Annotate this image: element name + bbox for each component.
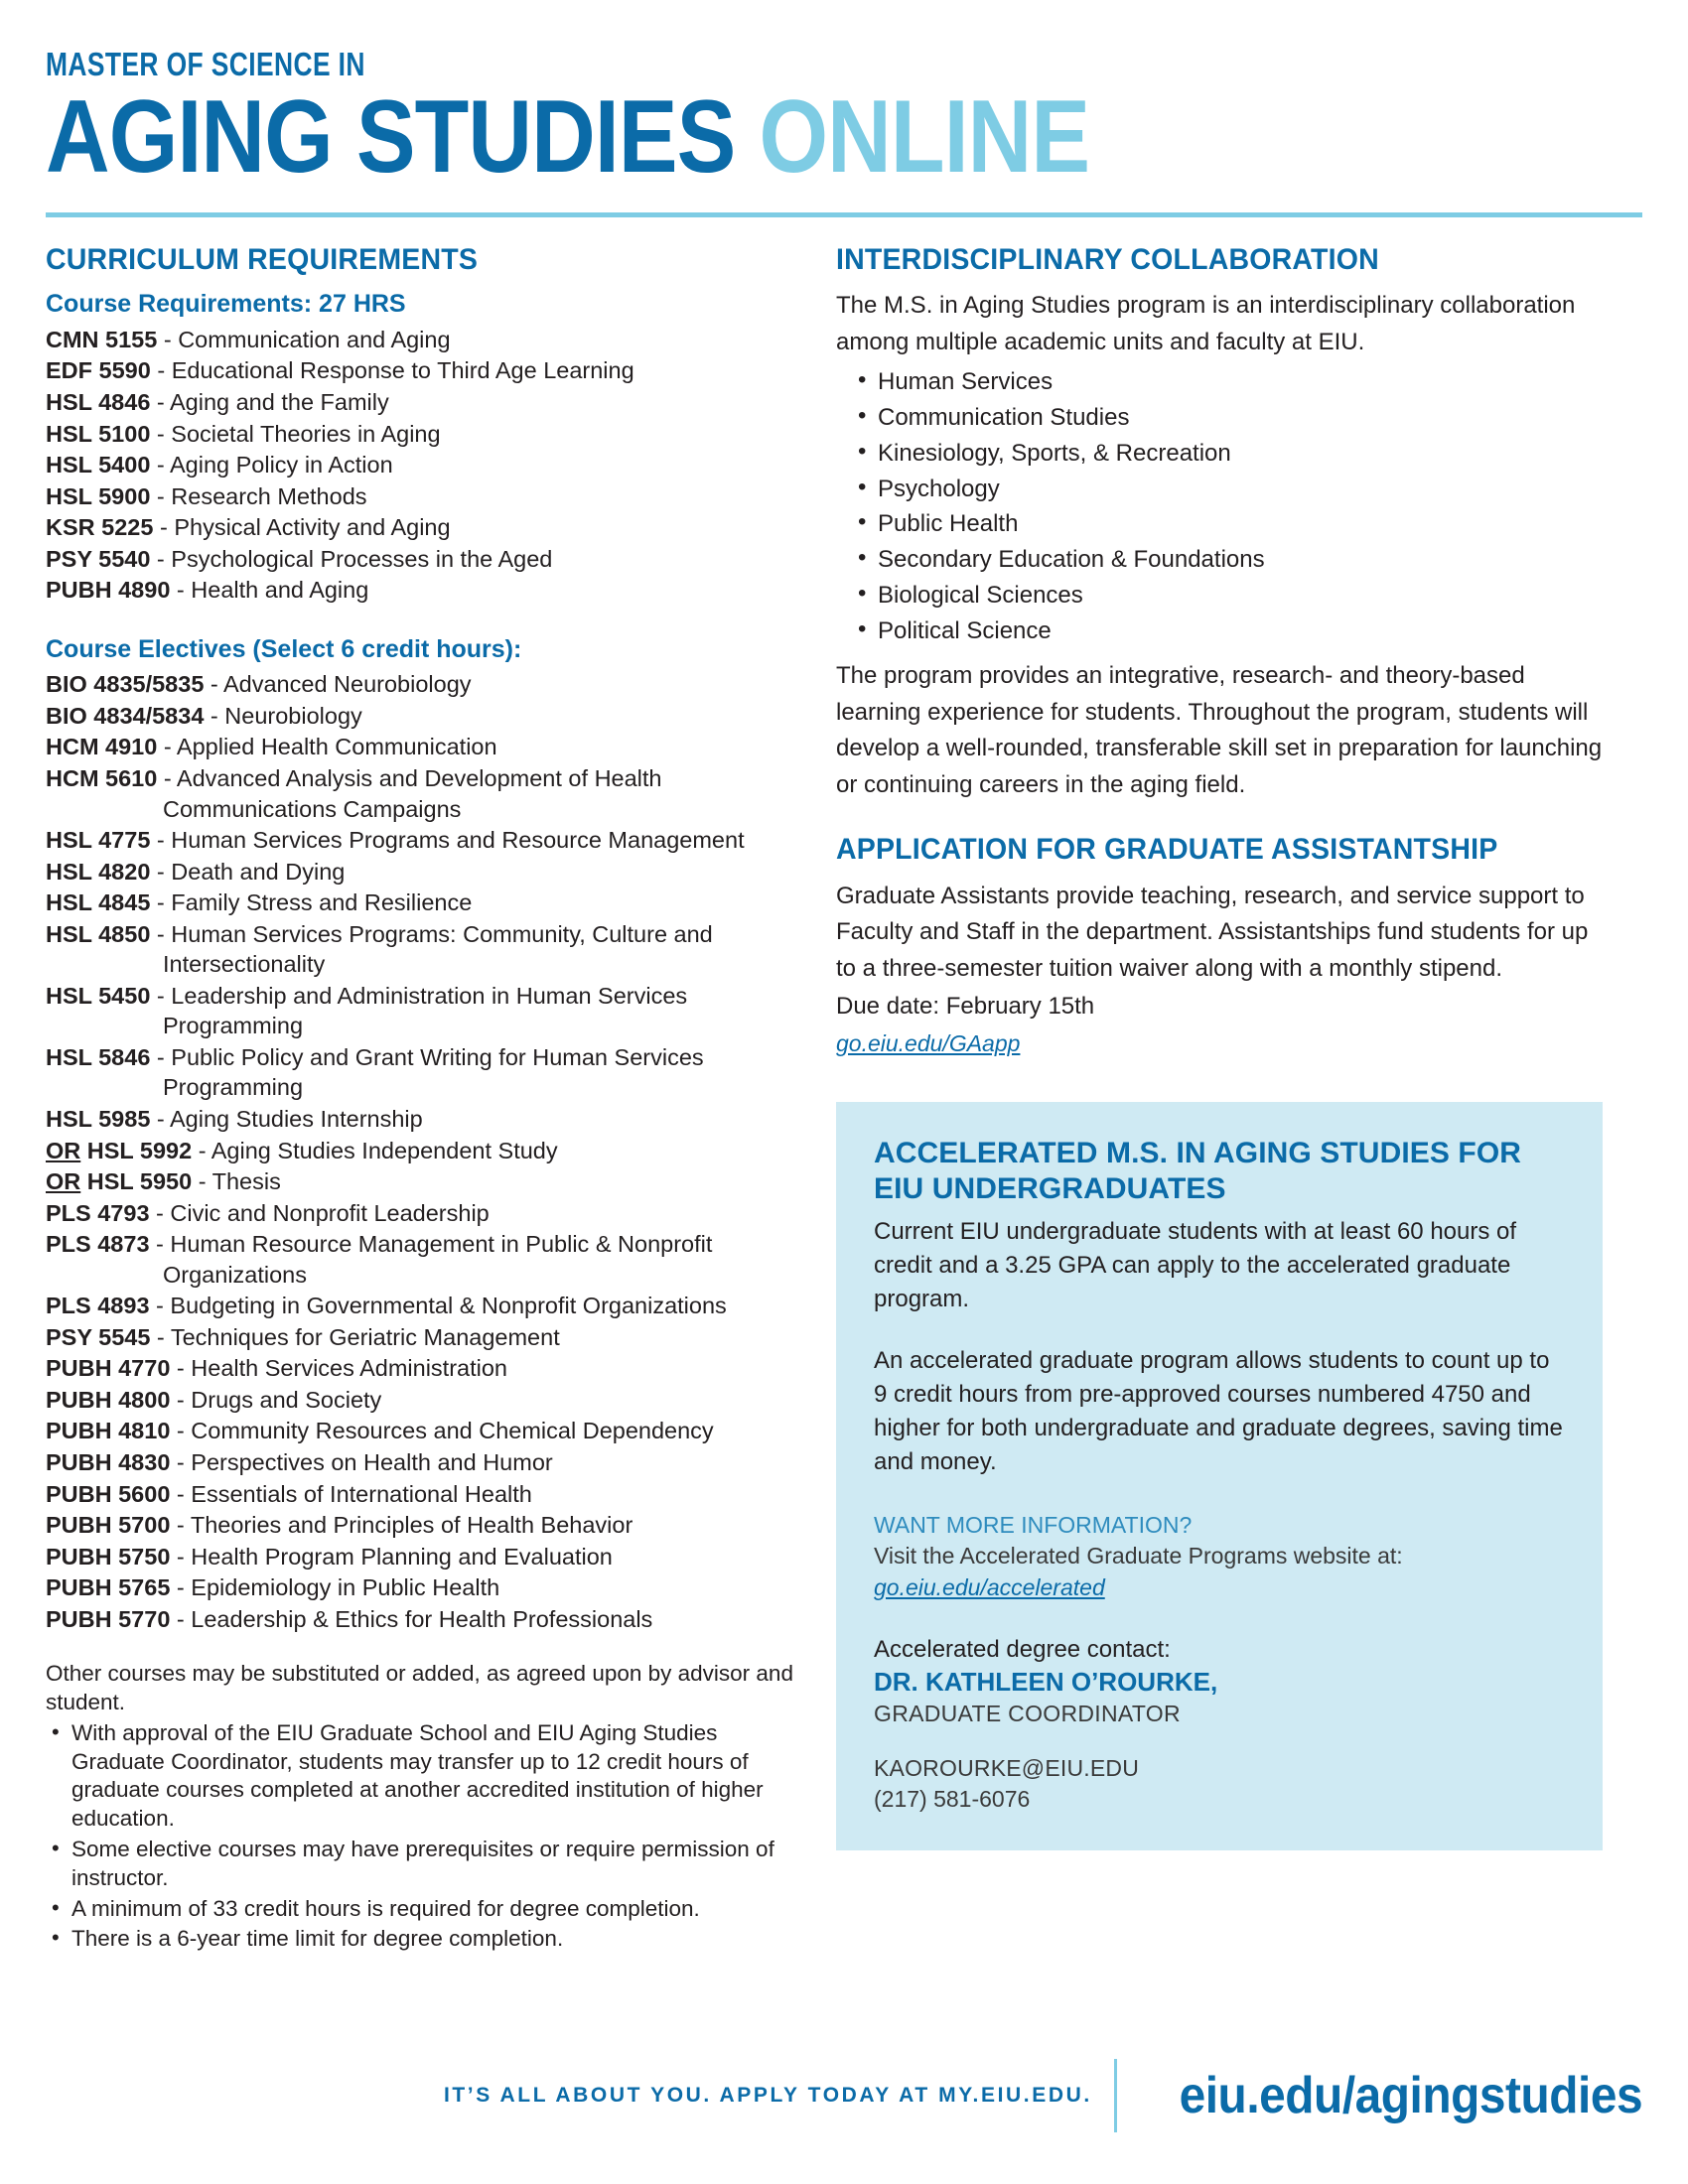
accelerated-contact-phone: (217) 581-6076 xyxy=(874,1786,1031,1813)
course-title: - Psychological Processes in the Aged xyxy=(150,545,553,572)
course-code: PUBH 5750 xyxy=(46,1543,171,1570)
electives-heading: Course Electives (Select 6 credit hours): xyxy=(46,634,522,663)
elective-course-item xyxy=(46,857,800,887)
course-code: PLS 4893 xyxy=(46,1293,150,1319)
course-title: - Health Program Planning and Evaluation xyxy=(170,1543,613,1570)
elective-course-item xyxy=(46,669,800,700)
elective-course-item xyxy=(46,1136,800,1166)
accelerated-contact-email[interactable]: KAOROURKE@EIU.EDU xyxy=(874,1755,1140,1782)
course-code: PUBH 4890 xyxy=(46,577,171,604)
ga-application-link[interactable]: go.eiu.edu/GAapp xyxy=(836,1029,1021,1056)
course-code: OR HSL 5992 xyxy=(46,1137,193,1163)
elective-course-item xyxy=(46,1166,800,1197)
elective-course-item xyxy=(46,1198,800,1229)
course-code: HSL 5400 xyxy=(46,452,151,478)
curriculum-note-item: • Some elective courses may have prerequisites or require permission of instructor. xyxy=(46,1836,800,1893)
elective-courses-list xyxy=(46,669,800,1634)
course-code: EDF 5590 xyxy=(46,357,151,384)
elective-course-item xyxy=(46,1385,800,1416)
accelerated-program-box xyxy=(836,1102,1603,1850)
course-title: - Leadership and Administration in Human Services Programming xyxy=(150,982,688,1039)
required-course-item xyxy=(46,450,800,480)
elective-course-item xyxy=(46,701,800,732)
required-course-item xyxy=(46,481,800,512)
academic-units-list xyxy=(836,364,1603,648)
header-eyebrow: MASTER OF SCIENCE IN xyxy=(46,46,365,82)
required-course-item xyxy=(46,325,800,355)
course-title: - Aging and the Family xyxy=(150,388,389,415)
course-title: - Educational Response to Third Age Learning xyxy=(150,357,634,384)
course-code: HSL 5100 xyxy=(46,420,151,447)
accelerated-visit-text: Visit the Accelerated Graduate Programs website at: xyxy=(874,1542,1403,1569)
elective-course-item xyxy=(46,1353,800,1384)
accelerated-contact-lead: Accelerated degree contact: xyxy=(874,1636,1171,1663)
elective-course-item xyxy=(46,1604,800,1635)
academic-unit-item: • Political Science xyxy=(836,614,1603,649)
course-code: PLS 4793 xyxy=(46,1199,150,1226)
page-footer xyxy=(0,2059,1688,2132)
course-code: CMN 5155 xyxy=(46,326,158,352)
substitution-note: Other courses may be substituted or added, as agreed upon by advisor and student. xyxy=(46,1661,793,1715)
elective-course-item xyxy=(46,825,800,856)
course-code: HSL 5900 xyxy=(46,482,151,509)
course-title: - Research Methods xyxy=(150,482,367,509)
required-course-item xyxy=(46,544,800,575)
course-title: - Advanced Analysis and Development of Health Communications Campaigns xyxy=(157,764,662,822)
required-course-item xyxy=(46,512,800,543)
course-code: BIO 4834/5834 xyxy=(46,702,205,729)
elective-course-item xyxy=(46,1479,800,1510)
course-title: - Health and Aging xyxy=(170,577,369,604)
course-title: - Thesis xyxy=(192,1168,281,1195)
elective-course-item xyxy=(46,919,800,980)
course-code: KSR 5225 xyxy=(46,514,154,541)
required-course-item xyxy=(46,575,800,606)
course-code: PSY 5540 xyxy=(46,545,151,572)
course-code: HSL 5450 xyxy=(46,982,151,1009)
course-title: - Essentials of International Health xyxy=(170,1480,532,1507)
assistantship-due-date: Due date: February 15th xyxy=(836,993,1095,1021)
elective-course-item xyxy=(46,1291,800,1321)
course-code: PUBH 4830 xyxy=(46,1448,171,1475)
accelerated-paragraph-1: Current EIU undergraduate students with at least 60 hours of credit and a 3.25 GPA can apply to the accelerated graduate program. xyxy=(874,1218,1517,1313)
want-more-info-heading: WANT MORE INFORMATION? xyxy=(874,1511,1193,1538)
academic-unit-item: • Secondary Education & Foundations xyxy=(836,542,1603,578)
course-title: - Applied Health Communication xyxy=(157,734,497,760)
academic-unit-item: • Public Health xyxy=(836,506,1603,542)
curriculum-note-item: • A minimum of 33 credit hours is required for degree completion. xyxy=(46,1895,800,1924)
page-title-secondary: ONLINE xyxy=(759,79,1090,195)
course-title: - Health Services Administration xyxy=(170,1355,507,1382)
course-title: - Leadership & Ethics for Health Professionals xyxy=(170,1605,653,1632)
required-course-item xyxy=(46,387,800,418)
elective-course-item xyxy=(46,1042,800,1103)
course-title: - Theories and Principles of Health Behavior xyxy=(170,1512,633,1539)
course-code: HSL 4846 xyxy=(46,388,151,415)
elective-course-item xyxy=(46,1447,800,1478)
elective-course-item xyxy=(46,1104,800,1135)
course-title: - Family Stress and Resilience xyxy=(150,889,473,916)
academic-unit-item: • Kinesiology, Sports, & Recreation xyxy=(836,436,1603,472)
course-code: BIO 4835/5835 xyxy=(46,671,205,698)
elective-course-item xyxy=(46,1229,800,1290)
assistantship-body: Graduate Assistants provide teaching, research, and service support to Faculty and Staff in the department. Assistantships fund students for up to a three-semester tuition waiver along with a monthly stipend. xyxy=(836,882,1589,982)
required-course-item xyxy=(46,355,800,386)
interdisciplinary-closing: The program provides an integrative, research- and theory-based learning experience for students. Throughout the program, students will develop a well-rounded, transferable skill set in preparation for launching or continuing careers in the aging field. xyxy=(836,662,1603,798)
page-title-primary: AGING STUDIES xyxy=(46,79,736,195)
course-code: PUBH 5765 xyxy=(46,1574,171,1601)
elective-course-item xyxy=(46,1510,800,1541)
course-title: - Aging Studies Internship xyxy=(150,1105,423,1132)
course-code: PUBH 4770 xyxy=(46,1355,171,1382)
course-title: - Communication and Aging xyxy=(157,326,451,352)
accelerated-paragraph-2: An accelerated graduate program allows students to count up to 9 credit hours from pre-approved courses numbered 4750 and higher for both undergraduate and graduate degrees, saving time and money. xyxy=(874,1347,1563,1476)
course-title: - Community Resources and Chemical Dependency xyxy=(170,1418,714,1444)
course-code: OR HSL 5950 xyxy=(46,1168,193,1195)
course-code: PUBH 5770 xyxy=(46,1605,171,1632)
course-title: - Budgeting in Governmental & Nonprofit Organizations xyxy=(149,1293,727,1319)
academic-unit-item: • Communication Studies xyxy=(836,400,1603,436)
course-title: - Public Policy and Grant Writing for Human Services Programming xyxy=(150,1043,704,1101)
course-code: HSL 5985 xyxy=(46,1105,151,1132)
course-title: - Perspectives on Health and Humor xyxy=(170,1448,553,1475)
course-code: PSY 5545 xyxy=(46,1323,151,1350)
course-code: HSL 4820 xyxy=(46,858,151,885)
curriculum-column xyxy=(46,243,800,1956)
course-title: - Human Services Programs: Community, Culture and Intersectionality xyxy=(150,920,713,978)
required-course-item xyxy=(46,419,800,450)
course-code: HSL 4845 xyxy=(46,889,151,916)
content-columns xyxy=(0,217,1688,1956)
course-code: PUBH 4800 xyxy=(46,1386,171,1413)
info-column xyxy=(836,243,1603,1850)
course-title: - Human Resource Management in Public & Nonprofit Organizations xyxy=(149,1231,713,1288)
course-title: - Neurobiology xyxy=(204,702,362,729)
course-code: PUBH 5700 xyxy=(46,1512,171,1539)
elective-course-item xyxy=(46,1322,800,1353)
course-title: - Physical Activity and Aging xyxy=(153,514,451,541)
course-code: HCM 4910 xyxy=(46,734,158,760)
elective-course-item xyxy=(46,732,800,762)
footer-tagline: IT’S ALL ABOUT YOU. APPLY TODAY AT MY.EIU.EDU. xyxy=(443,2084,1092,2107)
course-title: - Societal Theories in Aging xyxy=(150,420,441,447)
course-code: HSL 4850 xyxy=(46,920,151,947)
course-code: PLS 4873 xyxy=(46,1231,150,1258)
course-title: - Advanced Neurobiology xyxy=(204,671,472,698)
accelerated-contact-name: DR. KATHLEEN O’ROURKE, xyxy=(874,1667,1218,1698)
curriculum-notes-list xyxy=(46,1719,800,1954)
page-title xyxy=(46,79,1419,195)
interdisciplinary-intro: The M.S. in Aging Studies program is an interdisciplinary collaboration among multiple academic units and faculty at EIU. xyxy=(836,292,1576,355)
required-courses-list xyxy=(46,325,800,606)
course-title: - Drugs and Society xyxy=(170,1386,382,1413)
footer-divider xyxy=(1114,2059,1117,2132)
course-title: - Epidemiology in Public Health xyxy=(170,1574,500,1601)
assistantship-section-title: APPLICATION FOR GRADUATE ASSISTANTSHIP xyxy=(836,833,1498,867)
required-courses-heading: Course Requirements: 27 HRS xyxy=(46,290,406,319)
course-code: HSL 4775 xyxy=(46,827,151,854)
academic-unit-item: • Psychology xyxy=(836,472,1603,507)
course-code: PUBH 4810 xyxy=(46,1418,171,1444)
accelerated-link[interactable]: go.eiu.edu/accelerated xyxy=(874,1573,1105,1600)
course-title: - Death and Dying xyxy=(150,858,346,885)
accelerated-title: ACCELERATED M.S. IN AGING STUDIES FOR EIU UNDERGRADUATES xyxy=(874,1137,1522,1206)
accelerated-contact-role: GRADUATE COORDINATOR xyxy=(874,1701,1181,1727)
course-title: - Techniques for Geriatric Management xyxy=(150,1323,560,1350)
elective-course-item xyxy=(46,763,800,824)
elective-course-item xyxy=(46,1572,800,1603)
course-code: HSL 5846 xyxy=(46,1043,151,1070)
course-code: HCM 5610 xyxy=(46,764,158,791)
course-title: - Aging Policy in Action xyxy=(150,452,393,478)
course-title: - Aging Studies Independent Study xyxy=(192,1137,558,1163)
academic-unit-item: • Biological Sciences xyxy=(836,578,1603,614)
academic-unit-item: • Human Services xyxy=(836,364,1603,400)
curriculum-note-item: • There is a 6-year time limit for degree completion. xyxy=(46,1925,800,1954)
footer-url[interactable]: eiu.edu/agingstudies xyxy=(1179,2067,1642,2124)
course-title: - Civic and Nonprofit Leadership xyxy=(149,1199,490,1226)
course-title: - Human Services Programs and Resource Management xyxy=(150,827,745,854)
course-code: PUBH 5600 xyxy=(46,1480,171,1507)
elective-course-item xyxy=(46,1416,800,1446)
curriculum-section-title: CURRICULUM REQUIREMENTS xyxy=(46,242,479,276)
curriculum-note-item: • With approval of the EIU Graduate School and EIU Aging Studies Graduate Coordinator, students may transfer up to 12 credit hours of graduate courses completed at another accredited institution of higher education. xyxy=(46,1719,800,1834)
interdisciplinary-section-title: INTERDISCIPLINARY COLLABORATION xyxy=(836,242,1379,276)
page-header xyxy=(0,0,1688,195)
elective-course-item xyxy=(46,981,800,1041)
elective-course-item xyxy=(46,1542,800,1572)
elective-course-item xyxy=(46,887,800,918)
